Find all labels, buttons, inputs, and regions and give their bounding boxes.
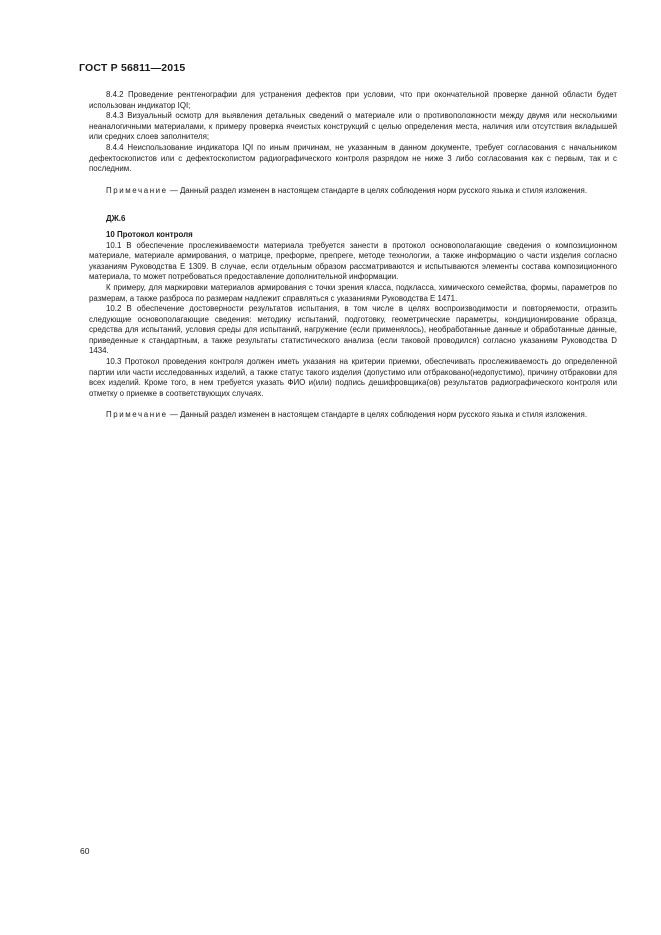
page-number: 60 xyxy=(80,846,90,856)
paragraph-10-3: 10.3 Протокол проведения контроля должен иметь указания на критерии приемки, обеспечивать прослеживаемость до определенной партии или части исследованных изделий, а также статус такого изделия (допустимо или отбраковано(недопустимо), причину отбраковки для всех изделий. Кроме того, в нем требуется указать ФИО и(или) подпись дешифровщика(ов) результатов радиографического контроля или отметку о приемке в соответствующих случаях. xyxy=(89,357,617,398)
paragraph-8-4-3: 8.4.3 Визуальный осмотр для выявления детальных сведений о материале или о противоположности между двумя или несколькими неаналогичными материалами, к примеру проверка ячеистых конструкций с целью определения места, наличия или отсутствия вкладышей или средних слоев заполнителя; xyxy=(89,111,617,142)
note-1 xyxy=(89,186,617,197)
paragraph-8-4-4: 8.4.4 Неиспользование индикатора IQI по иным причинам, не указанным в данном документе, требует согласования с начальником дефектоскопистов или с дефектоскопистом радиографического контроля разрядом не ниже 3 либо согласования как с первым, так и с последним. xyxy=(89,142,617,174)
note-text: — Данный раздел изменен в настоящем стандарте в целях соблюдения норм русского языка и стиля изложения. xyxy=(167,410,588,420)
paragraph-10-1: 10.1 В обеспечение прослеживаемости материала требуется занести в протокол основополагающие сведения о композиционном материале, материале армирования, о матрице, преформе, препреге, методе технологии, а также информацию о части изделия согласно указаниям Руководства E 1309. В случае, если отдельным образом рассматриваются и испытываются элементы состава композиционного материала, то может потребоваться предоставление дополнительной информации. xyxy=(89,240,617,282)
section-subheading: 10 Протокол контроля xyxy=(106,229,193,239)
document-header: ГОСТ Р 56811—2015 xyxy=(79,62,186,74)
note-text: — Данный раздел изменен в настоящем стандарте в целях соблюдения норм русского языка и стиля изложения. xyxy=(167,185,588,195)
paragraph-example: К примеру, для маркировки материалов армирования с точки зрения класса, подкласса, химического семейства, формы, параметров по размерам, а также разброса по размерам надлежит справляться с указаниями Руководства E 1471. xyxy=(89,282,617,303)
note-2 xyxy=(89,410,617,421)
paragraph-8-4-2: 8.4.2 Проведение рентгенографии для устранения дефектов при условии, что при окончательной проверке данной области будет использован индикатор IQI; xyxy=(89,90,617,110)
paragraph-10-2: 10.2 В обеспечение достоверности результатов испытания, в том числе в целях воспроизводимости и повторяемости, отразить следующие основополагающие сведения: методику испытаний, подготовку, геометрические параметры, кондиционирование образца, средства для испытаний, условия среды для испытаний, нагружение (если применялось), необработанные данные и обработанные данные, приведенные к стандартным, а также результаты статистического анализа (если таковой проводился) согласно указаниям Руководства D 1434. xyxy=(89,304,617,356)
note-label: Примечание xyxy=(106,185,168,195)
page-body xyxy=(89,90,617,421)
section-heading: ДЖ.6 xyxy=(106,214,126,224)
note-label: Примечание xyxy=(106,410,168,420)
